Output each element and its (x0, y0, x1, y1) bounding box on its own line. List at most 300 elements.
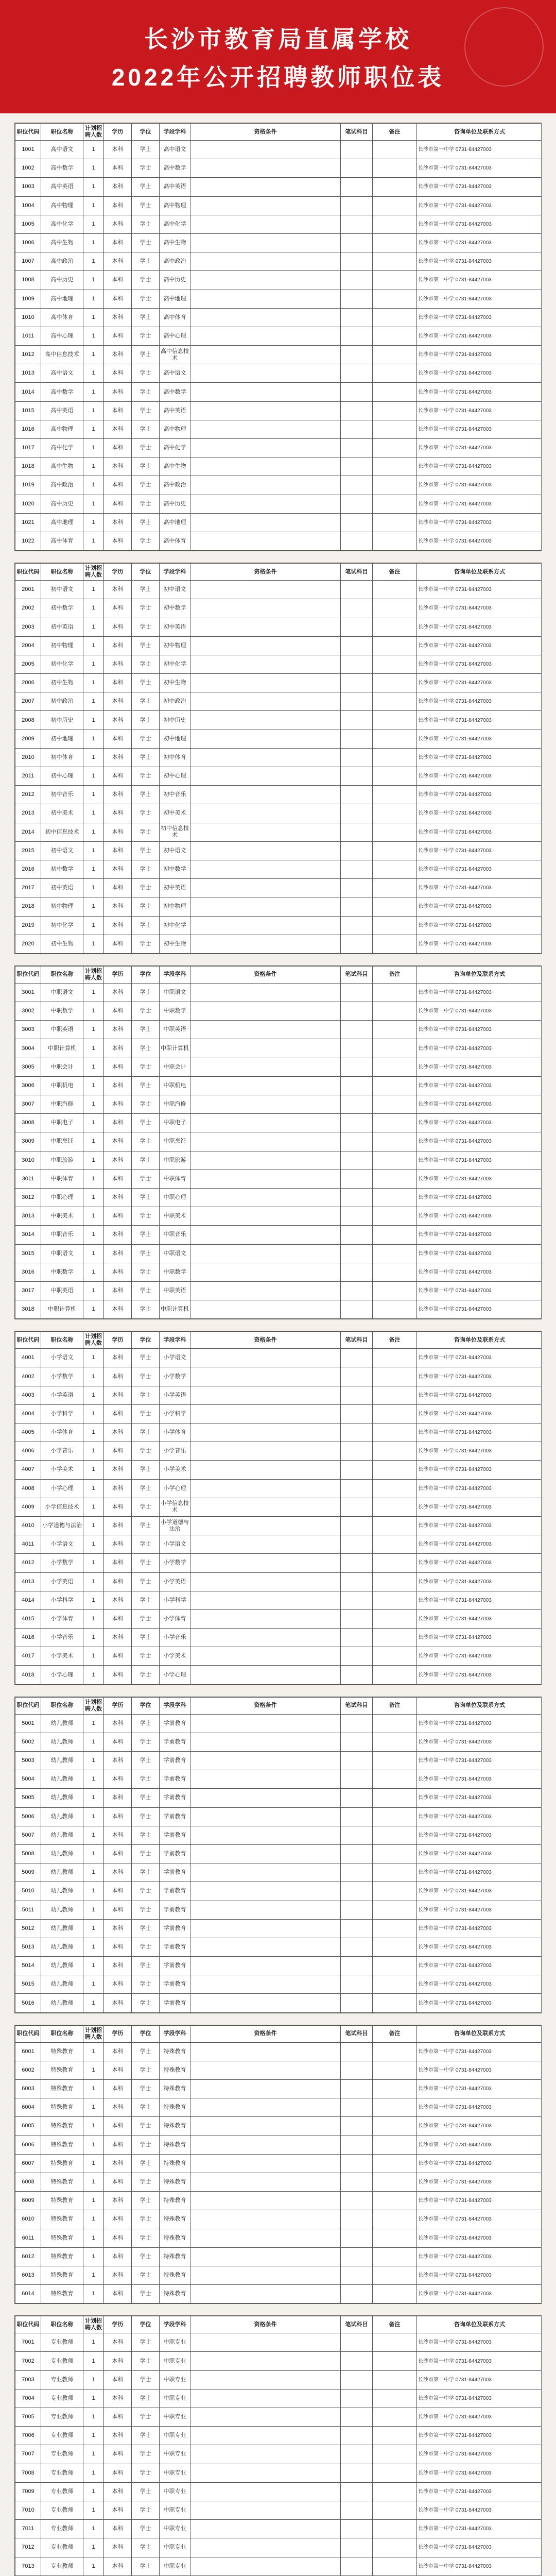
cell-contact: 长沙市第一中学 0731-84427003 (417, 692, 542, 711)
cell-contact: 长沙市第一中学 0731-84427003 (417, 1572, 542, 1591)
cell-code: 6008 (15, 2173, 41, 2191)
cell-deg: 学士 (132, 1609, 160, 1628)
cell-code: 2017 (15, 879, 41, 897)
cell-contact: 长沙市第一中学 0731-84427003 (417, 1170, 542, 1188)
cell-req (190, 655, 341, 673)
cell-edu: 本科 (104, 935, 132, 953)
cell-deg: 学士 (132, 1938, 160, 1956)
cell-note (373, 1666, 417, 1684)
cell-note (373, 1994, 417, 2012)
cell-code: 3016 (15, 1263, 41, 1281)
cell-sub: 小学科学 (160, 1404, 190, 1423)
cell-edu: 本科 (104, 767, 132, 786)
cell-num: 1 (83, 2445, 104, 2464)
cell-code: 4014 (15, 1591, 41, 1609)
cell-req (190, 786, 341, 804)
cell-contact: 长沙市第一中学 0731-84427003 (417, 1461, 542, 1479)
cell-exam (341, 636, 373, 655)
cell-req (190, 2247, 341, 2266)
cell-deg: 学士 (132, 1629, 160, 1647)
cell-num: 1 (83, 1207, 104, 1226)
cell-contact: 长沙市第一中学 0731-84427003 (417, 1386, 542, 1404)
cell-note (373, 860, 417, 878)
title-line-1: 长沙市教育局直属学校 (144, 26, 412, 53)
cell-edu: 本科 (104, 748, 132, 767)
cell-sub: 学前教育 (160, 1770, 190, 1789)
cell-num: 1 (83, 860, 104, 878)
cell-exam (341, 1281, 373, 1300)
cell-note (373, 532, 417, 550)
cell-deg: 学士 (132, 1901, 160, 1919)
cell-sub: 初中美术 (160, 804, 190, 823)
cell-req (190, 2192, 341, 2210)
cell-exam (341, 215, 373, 233)
cell-num: 1 (83, 1975, 104, 1994)
cell-deg: 学士 (132, 1188, 160, 1207)
cell-sub: 高中英语 (160, 178, 190, 196)
table-row (15, 401, 542, 420)
cell-sub: 学前教育 (160, 1844, 190, 1863)
cell-contact: 长沙市第一中学 0731-84427003 (417, 2247, 542, 2266)
job-table (15, 1697, 542, 2013)
cell-note (373, 290, 417, 308)
cell-sub: 高中体育 (160, 532, 190, 550)
column-header-post: 职位名称 (41, 966, 83, 983)
column-header-edu: 学历 (104, 564, 132, 581)
cell-num: 1 (83, 1039, 104, 1058)
cell-note (373, 1207, 417, 1226)
cell-sub: 中职专业 (160, 2389, 190, 2408)
cell-edu: 本科 (104, 2061, 132, 2079)
cell-req (190, 1479, 341, 1498)
cell-note (373, 879, 417, 897)
cell-exam (341, 823, 373, 841)
column-header-post: 职位名称 (41, 124, 83, 141)
cell-code: 1003 (15, 178, 41, 196)
cell-req (190, 2098, 341, 2117)
cell-contact: 长沙市第一中学 0731-84427003 (417, 1263, 542, 1281)
cell-num: 1 (83, 420, 104, 438)
cell-contact: 长沙市第一中学 0731-84427003 (417, 2352, 542, 2370)
cell-post: 初中数学 (41, 599, 83, 618)
cell-code: 3007 (15, 1095, 41, 1114)
cell-contact: 长沙市第一中学 0731-84427003 (417, 1479, 542, 1498)
column-header-req: 资格条件 (190, 2316, 341, 2333)
cell-req (190, 2042, 341, 2061)
cell-edu: 本科 (104, 2389, 132, 2408)
cell-deg: 学士 (132, 879, 160, 897)
cell-note (373, 1516, 417, 1535)
cell-deg: 学士 (132, 2520, 160, 2538)
cell-req (190, 383, 341, 401)
cell-code: 6002 (15, 2061, 41, 2079)
cell-exam (341, 674, 373, 692)
cell-exam (341, 2136, 373, 2154)
cell-deg: 学士 (132, 2464, 160, 2482)
table-row (15, 1423, 542, 1442)
job-table-sheet (14, 563, 542, 954)
cell-num: 1 (83, 1461, 104, 1479)
cell-post: 高中历史 (41, 271, 83, 290)
table-row (15, 1021, 542, 1039)
cell-exam (341, 2192, 373, 2210)
cell-post: 初中英语 (41, 618, 83, 636)
cell-exam (341, 1629, 373, 1647)
table-row (15, 581, 542, 599)
cell-sub: 特殊教育 (160, 2136, 190, 2154)
cell-code: 1018 (15, 457, 41, 476)
cell-note (373, 2352, 417, 2370)
cell-contact: 长沙市第一中学 0731-84427003 (417, 233, 542, 252)
cell-sub: 小学音乐 (160, 1442, 190, 1461)
cell-contact: 长沙市第一中学 0731-84427003 (417, 748, 542, 767)
column-header-edu: 学历 (104, 966, 132, 983)
cell-num: 1 (83, 439, 104, 457)
cell-num: 1 (83, 196, 104, 215)
column-header-contact: 咨询单位及联系方式 (417, 564, 542, 581)
cell-post: 高中政治 (41, 476, 83, 495)
cell-post: 高中生物 (41, 233, 83, 252)
column-header-num: 计划招聘人数 (83, 1332, 104, 1349)
cell-exam (341, 2061, 373, 2079)
cell-sub: 中职专业 (160, 2352, 190, 2370)
cell-sub: 中职美术 (160, 1207, 190, 1226)
cell-code: 1010 (15, 308, 41, 327)
cell-edu: 本科 (104, 2482, 132, 2501)
table-row (15, 823, 542, 841)
cell-edu: 本科 (104, 2136, 132, 2154)
cell-req (190, 860, 341, 878)
table-row (15, 1938, 542, 1956)
cell-req (190, 1957, 341, 1975)
cell-contact: 长沙市第一中学 0731-84427003 (417, 2464, 542, 2482)
column-header-req: 资格条件 (190, 966, 341, 983)
cell-edu: 本科 (104, 1994, 132, 2012)
cell-edu: 本科 (104, 2501, 132, 2519)
cell-req (190, 1629, 341, 1647)
cell-req (190, 1244, 341, 1263)
cell-req (190, 1114, 341, 1132)
cell-req (190, 1666, 341, 1684)
cell-deg: 学士 (132, 271, 160, 290)
cell-sub: 小学体育 (160, 1423, 190, 1442)
cell-edu: 本科 (104, 1919, 132, 1938)
cell-sub: 高中心理 (160, 327, 190, 345)
cell-deg: 学士 (132, 1591, 160, 1609)
cell-exam (341, 383, 373, 401)
cell-contact: 长沙市第一中学 0731-84427003 (417, 1733, 542, 1751)
cell-req (190, 1733, 341, 1751)
cell-num: 1 (83, 2557, 104, 2575)
cell-post: 小学心理 (41, 1479, 83, 1498)
table-row (15, 2229, 542, 2247)
cell-num: 1 (83, 215, 104, 233)
cell-post: 高中心理 (41, 327, 83, 345)
cell-exam (341, 439, 373, 457)
job-table-sheet (14, 123, 542, 551)
cell-code: 7002 (15, 2352, 41, 2370)
cell-deg: 学士 (132, 196, 160, 215)
cell-req (190, 1901, 341, 1919)
cell-code: 2016 (15, 860, 41, 878)
cell-sub: 初中生物 (160, 935, 190, 953)
cell-exam (341, 1647, 373, 1666)
cell-code: 3011 (15, 1170, 41, 1188)
cell-exam (341, 655, 373, 673)
cell-exam (341, 2229, 373, 2247)
cell-note (373, 1151, 417, 1170)
column-header-post: 职位名称 (41, 2316, 83, 2333)
cell-post: 高中语文 (41, 364, 83, 383)
cell-code: 1016 (15, 420, 41, 438)
cell-num: 1 (83, 1789, 104, 1807)
cell-note (373, 2482, 417, 2501)
cell-deg: 学士 (132, 1386, 160, 1404)
cell-exam (341, 2080, 373, 2098)
cell-num: 1 (83, 636, 104, 655)
cell-sub: 高中英语 (160, 401, 190, 420)
cell-deg: 学士 (132, 1826, 160, 1844)
cell-sub: 高中信息技术 (160, 346, 190, 364)
cell-contact: 长沙市第一中学 0731-84427003 (417, 513, 542, 532)
cell-sub: 中职英语 (160, 1021, 190, 1039)
cell-req (190, 935, 341, 953)
cell-deg: 学士 (132, 1021, 160, 1039)
table-row (15, 636, 542, 655)
cell-req (190, 2266, 341, 2284)
cell-sub: 学前教育 (160, 1826, 190, 1844)
cell-deg: 学士 (132, 841, 160, 860)
cell-code: 6003 (15, 2080, 41, 2098)
cell-exam (341, 2154, 373, 2173)
cell-num: 1 (83, 1752, 104, 1770)
cell-contact: 长沙市第一中学 0731-84427003 (417, 215, 542, 233)
column-header-req: 资格条件 (190, 124, 341, 141)
cell-post: 特殊教育 (41, 2136, 83, 2154)
cell-post: 特殊教育 (41, 2210, 83, 2229)
job-table-sheet (14, 2315, 542, 2576)
cell-edu: 本科 (104, 1226, 132, 1244)
cell-contact: 长沙市第一中学 0731-84427003 (417, 916, 542, 935)
cell-deg: 学士 (132, 513, 160, 532)
cell-deg: 学士 (132, 1281, 160, 1300)
cell-note (373, 1076, 417, 1095)
table-row (15, 2061, 542, 2079)
cell-code: 7003 (15, 2370, 41, 2389)
cell-note (373, 692, 417, 711)
cell-edu: 本科 (104, 2370, 132, 2389)
cell-exam (341, 401, 373, 420)
cell-edu: 本科 (104, 860, 132, 878)
cell-contact: 长沙市第一中学 0731-84427003 (417, 2501, 542, 2519)
cell-code: 1002 (15, 159, 41, 178)
table-row (15, 1919, 542, 1938)
cell-req (190, 2117, 341, 2136)
cell-req (190, 636, 341, 655)
cell-edu: 本科 (104, 983, 132, 1002)
cell-note (373, 1789, 417, 1807)
cell-deg: 学士 (132, 711, 160, 730)
cell-exam (341, 1058, 373, 1076)
cell-sub: 小学道德与法治 (160, 1516, 190, 1535)
cell-note (373, 233, 417, 252)
cell-edu: 本科 (104, 233, 132, 252)
cell-req (190, 178, 341, 196)
cell-code: 6006 (15, 2136, 41, 2154)
cell-code: 1017 (15, 439, 41, 457)
cell-deg: 学士 (132, 2173, 160, 2191)
cell-num: 1 (83, 2042, 104, 2061)
cell-req (190, 1572, 341, 1591)
cell-note (373, 2520, 417, 2538)
cell-num: 1 (83, 1535, 104, 1554)
cell-deg: 学士 (132, 1423, 160, 1442)
cell-edu: 本科 (104, 1114, 132, 1132)
cell-sub: 中职机电 (160, 1076, 190, 1095)
cell-edu: 本科 (104, 897, 132, 916)
cell-num: 1 (83, 2408, 104, 2427)
cell-num: 1 (83, 1404, 104, 1423)
cell-num: 1 (83, 1938, 104, 1956)
cell-code: 4002 (15, 1367, 41, 1386)
cell-note (373, 1498, 417, 1516)
cell-note (373, 2042, 417, 2061)
cell-code: 2003 (15, 618, 41, 636)
cell-note (373, 2285, 417, 2303)
cell-post: 初中地理 (41, 730, 83, 748)
cell-code: 2007 (15, 692, 41, 711)
column-header-code: 职位代码 (15, 564, 41, 581)
cell-edu: 本科 (104, 1300, 132, 1319)
cell-deg: 学士 (132, 1975, 160, 1994)
cell-edu: 本科 (104, 1807, 132, 1826)
table-row (15, 327, 542, 345)
cell-sub: 学前教育 (160, 1714, 190, 1733)
cell-code: 7012 (15, 2538, 41, 2557)
cell-sub: 初中英语 (160, 618, 190, 636)
table-row (15, 1367, 542, 1386)
cell-edu: 本科 (104, 2229, 132, 2247)
cell-contact: 长沙市第一中学 0731-84427003 (417, 346, 542, 364)
cell-contact: 长沙市第一中学 0731-84427003 (417, 2520, 542, 2538)
table-row (15, 1300, 542, 1319)
column-header-exam: 笔试科目 (341, 124, 373, 141)
cell-contact: 长沙市第一中学 0731-84427003 (417, 1975, 542, 1994)
cell-note (373, 457, 417, 476)
cell-num: 1 (83, 1281, 104, 1300)
cell-exam (341, 1263, 373, 1281)
table-row (15, 1114, 542, 1132)
cell-contact: 长沙市第一中学 0731-84427003 (417, 383, 542, 401)
cell-sub: 中职专业 (160, 2370, 190, 2389)
cell-exam (341, 1300, 373, 1319)
cell-note (373, 1442, 417, 1461)
cell-sub: 特殊教育 (160, 2173, 190, 2191)
cell-code: 7005 (15, 2408, 41, 2427)
cell-contact: 长沙市第一中学 0731-84427003 (417, 1752, 542, 1770)
cell-post: 高中政治 (41, 252, 83, 271)
cell-edu: 本科 (104, 636, 132, 655)
cell-post: 幼儿教师 (41, 1733, 83, 1751)
cell-req (190, 1938, 341, 1956)
cell-post: 专业教师 (41, 2370, 83, 2389)
cell-num: 1 (83, 327, 104, 345)
cell-contact: 长沙市第一中学 0731-84427003 (417, 1076, 542, 1095)
cell-post: 高中英语 (41, 178, 83, 196)
cell-edu: 本科 (104, 2333, 132, 2352)
cell-contact: 长沙市第一中学 0731-84427003 (417, 495, 542, 513)
cell-post: 中职烹饪 (41, 1132, 83, 1151)
cell-post: 高中信息技术 (41, 346, 83, 364)
cell-contact: 长沙市第一中学 0731-84427003 (417, 1021, 542, 1039)
cell-req (190, 252, 341, 271)
cell-edu: 本科 (104, 655, 132, 673)
cell-note (373, 141, 417, 159)
table-row (15, 2464, 542, 2482)
cell-contact: 长沙市第一中学 0731-84427003 (417, 1882, 542, 1901)
column-header-deg: 学位 (132, 124, 160, 141)
cell-sub: 高中政治 (160, 252, 190, 271)
cell-contact: 长沙市第一中学 0731-84427003 (417, 1498, 542, 1516)
cell-code: 6001 (15, 2042, 41, 2061)
cell-code: 2001 (15, 581, 41, 599)
cell-sub: 小学心理 (160, 1666, 190, 1684)
cell-post: 中职英语 (41, 1021, 83, 1039)
cell-deg: 学士 (132, 1957, 160, 1975)
table-row (15, 2117, 542, 2136)
cell-code: 2013 (15, 804, 41, 823)
table-header-row (15, 124, 542, 141)
table-row (15, 1957, 542, 1975)
cell-note (373, 1058, 417, 1076)
cell-exam (341, 748, 373, 767)
cell-post: 初中语文 (41, 581, 83, 599)
cell-req (190, 1170, 341, 1188)
cell-num: 1 (83, 1058, 104, 1076)
cell-exam (341, 1461, 373, 1479)
cell-sub: 中职计算机 (160, 1039, 190, 1058)
column-header-exam: 笔试科目 (341, 1697, 373, 1714)
cell-edu: 本科 (104, 804, 132, 823)
column-header-num: 计划招聘人数 (83, 2025, 104, 2042)
cell-post: 小学语文 (41, 1535, 83, 1554)
cell-num: 1 (83, 1770, 104, 1789)
cell-note (373, 2389, 417, 2408)
cell-exam (341, 1901, 373, 1919)
cell-num: 1 (83, 141, 104, 159)
cell-sub: 小学心理 (160, 1479, 190, 1498)
cell-code: 2006 (15, 674, 41, 692)
cell-exam (341, 711, 373, 730)
cell-post: 中职数学 (41, 1263, 83, 1281)
cell-code: 1020 (15, 495, 41, 513)
cell-sub: 中职数学 (160, 1263, 190, 1281)
cell-code: 4013 (15, 1572, 41, 1591)
cell-exam (341, 1170, 373, 1188)
cell-req (190, 2061, 341, 2079)
cell-num: 1 (83, 841, 104, 860)
cell-exam (341, 2464, 373, 2482)
cell-sub: 小学数学 (160, 1554, 190, 1572)
cell-contact: 长沙市第一中学 0731-84427003 (417, 1994, 542, 2012)
cell-code: 6009 (15, 2192, 41, 2210)
cell-req (190, 1207, 341, 1226)
cell-num: 1 (83, 2464, 104, 2482)
cell-code: 4001 (15, 1349, 41, 1367)
cell-req (190, 1647, 341, 1666)
cell-post: 中职会计 (41, 1058, 83, 1076)
cell-code: 5016 (15, 1994, 41, 2012)
